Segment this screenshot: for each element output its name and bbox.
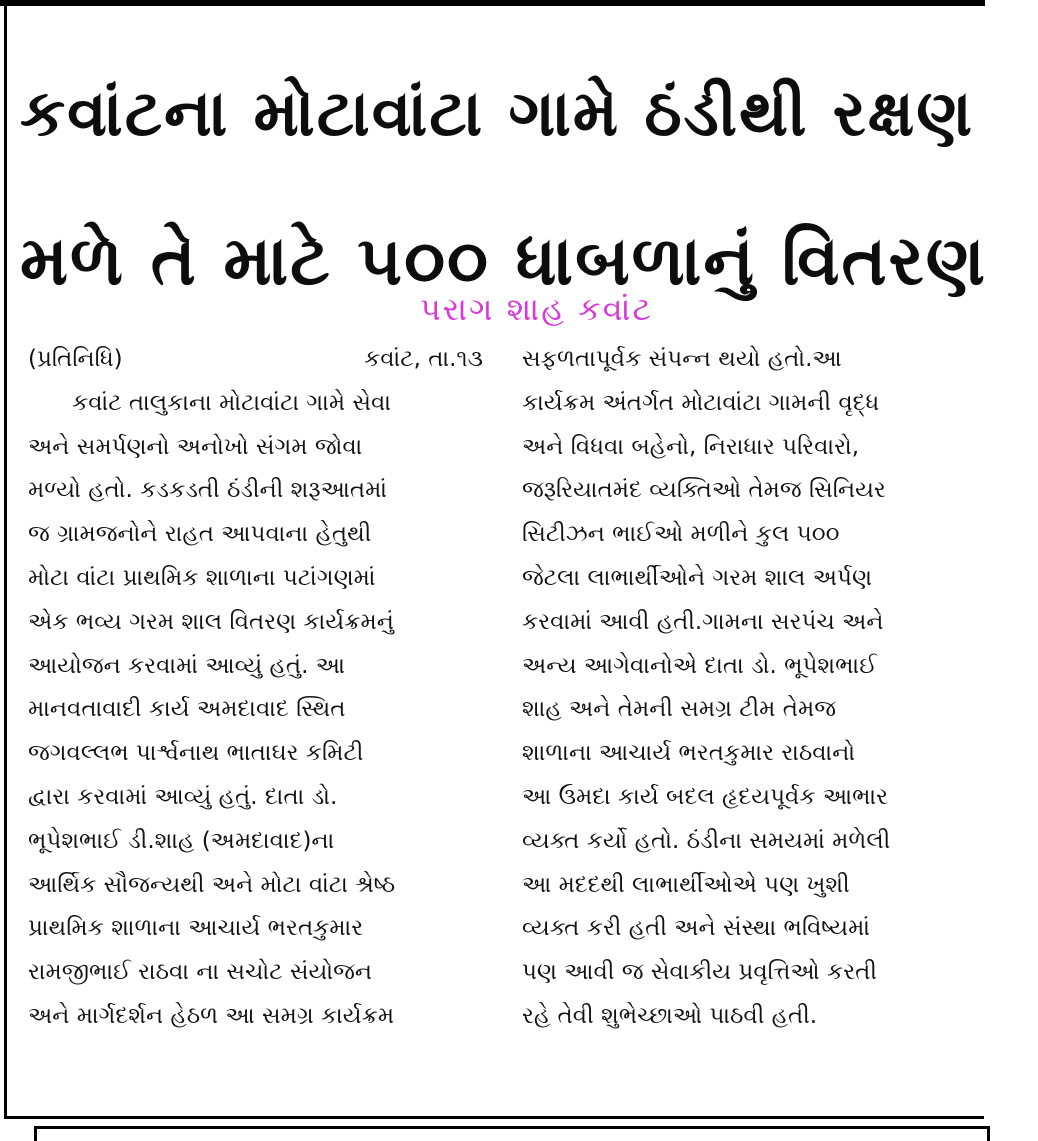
body-line: જરૂરિયાતમંદ વ્યક્તિઓ તેમજ સિનિયર [522, 477, 886, 504]
body-line: કવાંટ તાલુકાના મોટાવાંટા ગામે સેવા [72, 389, 391, 416]
left-column-rule [4, 6, 7, 1116]
body-line: આ ઉમદા કાર્ય બદલ હૃદયપૂર્વક આભાર [522, 783, 889, 810]
byline: પરાગ શાહ કવાંટ [420, 290, 654, 328]
body-line: અને વિધવા બહેનો, નિરાધાર પરિવારો, [522, 433, 860, 460]
body-line: શાહ અને તેમની સમગ્ર ટીમ તેમજ [522, 696, 836, 723]
body-line: રામજીભાઈ રાઠવા ના સચોટ સંયોજન [28, 959, 372, 986]
body-line: આ મદદથી લાભાર્થીઓએ પણ ખુશી [522, 871, 850, 898]
article-left-column [28, 338, 483, 1039]
body-line: અને માર્ગદર્શન હેઠળ આ સમગ્ર કાર્યક્રમ [28, 1002, 395, 1029]
body-line: સિટીઝન ભાઈઓ મળીને કુલ ૫૦૦ [522, 521, 840, 548]
next-article-box [34, 1126, 990, 1141]
article-right-column [522, 338, 984, 1039]
top-rule [0, 0, 985, 6]
headline-line-1: કવાંટના મોટાવાંટા ગામે ઠંડીથી રક્ષણ [20, 77, 975, 151]
body-line: દ્વારા કરવામાં આવ્યું હતું. દાતા ડો. [28, 783, 338, 810]
body-line: વ્યક્ત કર્યો હતો. ઠંડીના સમયમાં મળેલી [522, 827, 891, 854]
body-line: જ ગ્રામજનોને રાહત આપવાના હેતુથી [28, 521, 372, 548]
body-line: સફળતાપૂર્વક સંપન્ન થયો હતો.આ [522, 346, 842, 372]
body-line: પણ આવી જ સેવાકીય પ્રવૃત્તિઓ કરતી [522, 959, 877, 986]
body-line: અને સમર્પણનો અનોખો સંગમ જોવા [28, 433, 363, 460]
body-line: એક ભવ્ય ગરમ શાલ વિતરણ કાર્યક્રમનું [28, 608, 394, 635]
body-line: શાળાના આચાર્ય ભરતકુમાર રાઠવાનો [522, 740, 856, 767]
dateline-source: (પ્રતિનિધિ) [28, 346, 123, 372]
body-line: પ્રાથમિક શાળાના આચાર્ય ભરતકુમાર [28, 915, 364, 942]
body-line: કરવામાં આવી હતી.ગામના સરપંચ અને [522, 608, 884, 635]
body-line: કાર્યક્રમ અંતર્ગત મોટાવાંટા ગામની વૃદ્ધ [522, 389, 880, 416]
dateline-place-date: કવાંટ, તા.૧૩ [364, 346, 483, 372]
body-line: આયોજન કરવામાં આવ્યું હતું. આ [28, 652, 346, 679]
body-line: આર્થિક સૌજન્યથી અને મોટા વાંટા શ્રેષ્ઠ [28, 871, 396, 898]
body-line: ભૂપેશભાઈ ડી.શાહ (અમદાવાદ)ના [28, 827, 335, 854]
body-line: મળ્યો હતો. કડકડતી ઠંડીની શરૂઆતમાં [28, 477, 387, 504]
bottom-rule [4, 1116, 984, 1119]
body-line: વ્યક્ત કરી હતી અને સંસ્થા ભવિષ્યમાં [522, 915, 870, 942]
body-line: જગવલ્લભ પાર્શ્વનાથ ભાતાઘર કમિટી [28, 740, 364, 767]
body-line: અન્ય આગેવાનોએ દાતા ડો. ભૂપેશભાઈ [522, 652, 877, 679]
body-line: જેટલા લાભાર્થીઓને ગરમ શાલ અર્પણ [522, 564, 873, 591]
body-line: મોટા વાંટા પ્રાથમિક શાળાના પટાંગણમાં [28, 564, 376, 591]
dateline [28, 338, 483, 382]
body-line: રહે તેવી શુભેચ્છાઓ પાઠવી હતી. [522, 1002, 818, 1029]
body-line: માનવતાવાદી કાર્ય અમદાવાદ સ્થિત [28, 696, 346, 723]
headline-line-2: મળે તે માટે ૫૦૦ ધાબળાનું વિતરણ [20, 222, 987, 301]
